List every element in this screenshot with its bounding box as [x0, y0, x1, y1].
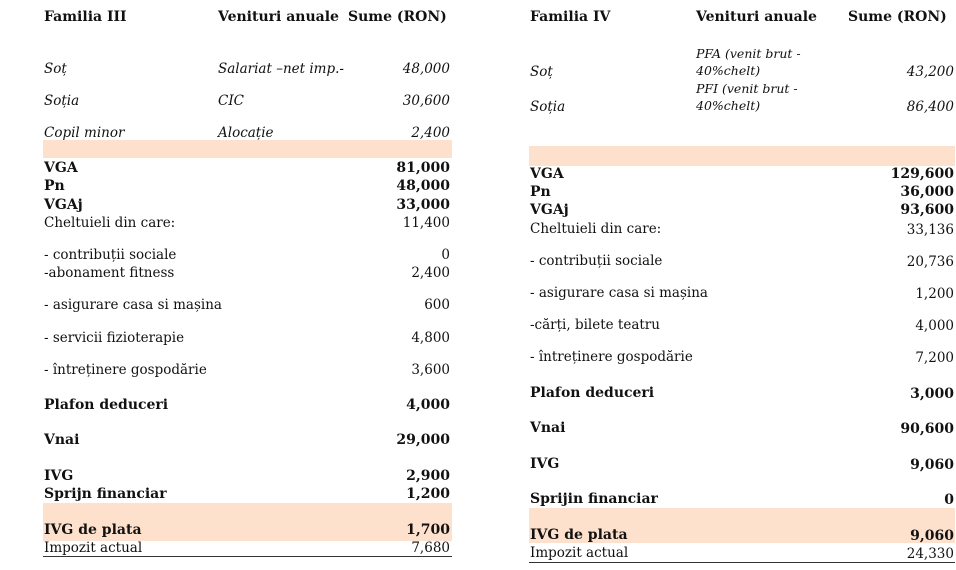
left-ivg-plata-label: IVG de plata	[44, 522, 142, 538]
left-sot-source: Salariat –net imp.-	[218, 61, 344, 77]
left-vga-label: VGA	[44, 160, 78, 176]
right-intretinere-label: - întreținere gospodărie	[530, 349, 693, 365]
left-asigurare-value: 600	[424, 297, 450, 313]
left-fitness-label: -abonament fitness	[44, 265, 175, 281]
left-header-familia: Familia III	[44, 9, 127, 25]
right-asigurare-value: 1,200	[915, 286, 954, 302]
left-impozit-value: 7,680	[411, 540, 450, 556]
right-ivg-value: 9,060	[910, 457, 954, 473]
right-band-1	[529, 146, 955, 166]
left-sotia-value: 30,600	[402, 93, 450, 109]
right-header-sume: Sume (RON)	[848, 9, 947, 25]
left-bottom-rule	[43, 556, 452, 557]
left-plafon-label: Plafon deduceri	[44, 397, 169, 413]
right-vgaj-value: 93,600	[900, 202, 954, 218]
right-vgaj-label: VGAj	[530, 202, 569, 218]
left-copil-source: Alocație	[218, 125, 274, 141]
left-intretinere-label: - întreținere gospodărie	[44, 362, 207, 378]
left-contributii-value: 0	[441, 247, 450, 263]
right-sotia-source-line1: PFI (venit brut -	[696, 81, 798, 96]
right-header-venituri: Venituri anuale	[696, 9, 817, 25]
left-cheltuieli-label: Cheltuieli din care:	[44, 215, 176, 231]
left-band-1	[43, 140, 452, 158]
right-plafon-label: Plafon deduceri	[530, 385, 655, 401]
right-sot-label: Soț	[530, 64, 553, 80]
right-carti-label: -cărți, bilete teatru	[530, 317, 660, 333]
left-sprijin-value: 1,200	[406, 486, 450, 502]
left-vnai-value: 29,000	[396, 432, 450, 448]
left-vgaj-label: VGAj	[44, 197, 83, 213]
left-copil-value: 2,400	[411, 125, 450, 141]
left-intretinere-value: 3,600	[411, 362, 450, 378]
left-ivg-value: 2,900	[406, 468, 450, 484]
right-ivg-plata-label: IVG de plata	[530, 527, 628, 543]
right-carti-value: 4,000	[915, 318, 954, 334]
left-fitness-value: 2,400	[411, 265, 450, 281]
left-fizioterapie-value: 4,800	[411, 330, 450, 346]
left-fizioterapie-label: - servicii fizioterapie	[44, 330, 185, 346]
left-cheltuieli-value: 11,400	[402, 215, 450, 231]
right-cheltuieli-label: Cheltuieli din care:	[530, 221, 662, 237]
right-impozit-value: 24,330	[906, 546, 954, 562]
left-vnai-label: Vnai	[44, 432, 80, 448]
right-bottom-rule	[529, 562, 955, 563]
right-sotia-value: 86,400	[906, 99, 954, 115]
right-asigurare-label: - asigurare casa si mașina	[530, 285, 708, 301]
right-sotia-source-line2: 40%chelt)	[696, 98, 761, 113]
right-vga-label: VGA	[530, 166, 564, 182]
right-pn-value: 36,000	[900, 184, 954, 200]
left-asigurare-label: - asigurare casa si mașina	[44, 297, 222, 313]
right-vga-value: 129,600	[890, 166, 954, 182]
left-plafon-value: 4,000	[406, 397, 450, 413]
left-vga-value: 81,000	[396, 160, 450, 176]
left-header-sume: Sume (RON)	[348, 9, 447, 25]
left-sot-value: 48,000	[402, 61, 450, 77]
right-sot-value: 43,200	[906, 64, 954, 80]
right-header-familia: Familia IV	[530, 9, 611, 25]
right-impozit-label: Impozit actual	[530, 545, 629, 561]
right-vnai-value: 90,600	[900, 421, 954, 437]
right-sotia-label: Soția	[530, 99, 566, 115]
left-copil-label: Copil minor	[44, 125, 125, 141]
right-intretinere-value: 7,200	[915, 350, 954, 366]
left-sot-label: Soț	[44, 61, 67, 77]
left-sprijin-label: Sprijn financiar	[44, 486, 167, 502]
right-plafon-value: 3,000	[910, 386, 954, 402]
left-impozit-label: Impozit actual	[44, 540, 143, 556]
right-vnai-label: Vnai	[530, 420, 566, 436]
right-sot-source-line1: PFA (venit brut -	[696, 46, 801, 61]
right-cheltuieli-value: 33,136	[906, 222, 954, 238]
left-header-venituri: Venituri anuale	[218, 9, 339, 25]
left-vgaj-value: 33,000	[396, 197, 450, 213]
left-sotia-source: CIC	[218, 93, 244, 109]
left-ivg-label: IVG	[44, 468, 74, 484]
right-contributii-label: - contribuții sociale	[530, 253, 663, 269]
left-ivg-plata-value: 1,700	[406, 522, 450, 538]
left-contributii-label: - contribuții sociale	[44, 247, 177, 263]
right-sprijin-value: 0	[944, 492, 954, 508]
right-contributii-value: 20,736	[906, 254, 954, 270]
left-pn-label: Pn	[44, 178, 65, 194]
right-sot-source-line2: 40%chelt)	[696, 63, 761, 78]
left-sotia-label: Soția	[44, 93, 80, 109]
right-ivg-label: IVG	[530, 456, 560, 472]
right-sprijin-label: Sprijin financiar	[530, 491, 658, 507]
left-pn-value: 48,000	[396, 178, 450, 194]
right-pn-label: Pn	[530, 184, 551, 200]
right-ivg-plata-value: 9,060	[910, 528, 954, 544]
